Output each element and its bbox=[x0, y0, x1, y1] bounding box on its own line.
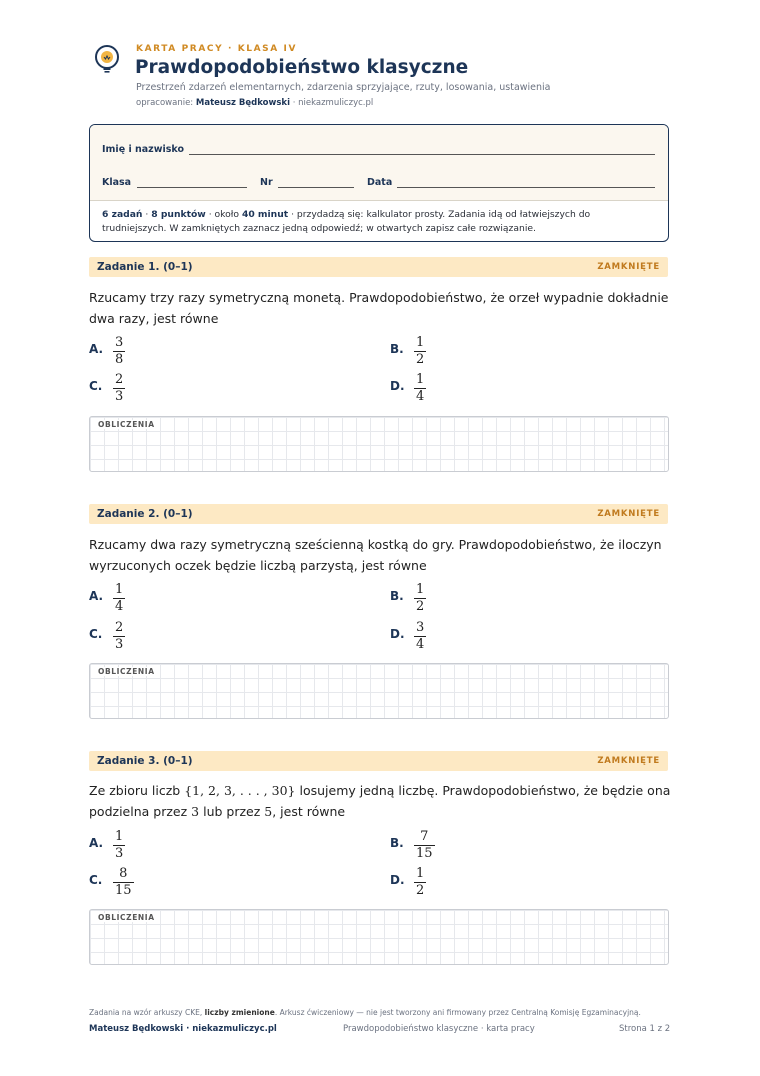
option-letter: B. bbox=[390, 589, 404, 603]
task-3-question bbox=[89, 780, 674, 822]
info-time-prefix: · około bbox=[208, 209, 240, 220]
fraction-denominator: 2 bbox=[416, 352, 425, 367]
number-set: {1, 2, 3, . . . , 30} bbox=[184, 783, 296, 798]
task-1-question: Rzucamy trzy razy symetryczną monetą. Prawdopodobieństwo, że orzeł wypadnie dokładnie dwa razy, jest równe bbox=[89, 290, 669, 326]
footer-note-text: Zadania na wzór arkuszy CKE, bbox=[89, 1008, 203, 1017]
nr-label: Nr bbox=[260, 177, 273, 188]
option-fraction bbox=[113, 582, 125, 615]
fraction-denominator: 2 bbox=[416, 599, 425, 614]
date-label: Data bbox=[367, 177, 393, 188]
task-1-label: Zadanie 1. (0–1) bbox=[97, 261, 193, 273]
author-prefix: opracowanie: bbox=[136, 98, 194, 108]
option-fraction bbox=[414, 829, 435, 862]
fraction-denominator: 4 bbox=[416, 637, 425, 652]
divisor-number: 5 bbox=[264, 804, 273, 819]
fraction-numerator: 1 bbox=[115, 829, 124, 844]
question-text: Ze zbioru liczb bbox=[89, 783, 181, 798]
fraction-numerator: 1 bbox=[416, 335, 425, 350]
task-2-label: Zadanie 2. (0–1) bbox=[97, 508, 193, 520]
footer-note bbox=[89, 1008, 641, 1017]
footer-note-text: . Arkusz ćwiczeniowy — nie jest tworzony ani firmowany przez Centralną Komisję Egzaminacyjną. bbox=[274, 1008, 641, 1017]
option-fraction bbox=[414, 335, 426, 368]
option-letter: A. bbox=[89, 836, 104, 850]
page-number: Strona 1 z 2 bbox=[619, 1024, 671, 1034]
option-letter: B. bbox=[390, 836, 404, 850]
task-3-type: ZAMKNIĘTE bbox=[597, 756, 660, 766]
footer-author: Mateusz Będkowski · niekazmuliczyc.pl bbox=[89, 1024, 277, 1034]
task-1-work-area[interactable] bbox=[89, 416, 669, 472]
task-2-work-area[interactable] bbox=[89, 663, 669, 719]
task-1-header bbox=[89, 257, 668, 277]
info-tasks: 6 zadań bbox=[102, 209, 143, 220]
fraction-denominator: 4 bbox=[115, 599, 124, 614]
page-subtitle: Przestrzeń zdarzeń elementarnych, zdarzenia sprzyjające, rzuty, losowania, ustawienia bbox=[136, 82, 551, 93]
task-3-header bbox=[89, 751, 668, 771]
option-fraction bbox=[113, 372, 125, 405]
student-fields bbox=[90, 125, 668, 201]
worksheet-info: 6 zadań · 8 punktów · około 40 minut · przydadzą się: kalkulator prosty. Zadania idą od łatwiejszych do trudniejszych. W zamkniętych zaznacz jedną odpowiedź; w otwartych zapisz całe rozwiązanie. bbox=[102, 209, 591, 234]
option-fraction bbox=[113, 829, 125, 862]
work-area-label: OBLICZENIA bbox=[98, 667, 155, 676]
task-2-type: ZAMKNIĘTE bbox=[597, 509, 660, 519]
option-fraction bbox=[113, 620, 125, 653]
fraction-denominator: 8 bbox=[115, 352, 124, 367]
fraction-numerator: 1 bbox=[416, 866, 425, 881]
option-fraction bbox=[414, 372, 426, 405]
fraction-numerator: 2 bbox=[115, 372, 124, 387]
footer-note-emphasis: liczby zmienione bbox=[204, 1008, 275, 1017]
work-area-label: OBLICZENIA bbox=[98, 420, 155, 429]
fraction-numerator: 7 bbox=[414, 829, 435, 846]
class-field[interactable] bbox=[137, 187, 247, 188]
fraction-numerator: 3 bbox=[416, 620, 425, 635]
student-info-box bbox=[89, 124, 669, 242]
option-letter: D. bbox=[390, 873, 405, 887]
author-line bbox=[136, 98, 373, 108]
fraction-numerator: 2 bbox=[115, 620, 124, 635]
fraction-numerator: 3 bbox=[115, 335, 124, 350]
worksheet-eyebrow: KARTA PRACY · KLASA IV bbox=[136, 44, 298, 54]
option-letter: C. bbox=[89, 873, 103, 887]
work-area-label: OBLICZENIA bbox=[98, 913, 155, 922]
fraction-denominator: 15 bbox=[416, 846, 433, 861]
option-letter: A. bbox=[89, 589, 104, 603]
fraction-numerator: 1 bbox=[115, 582, 124, 597]
fraction-denominator: 3 bbox=[115, 637, 124, 652]
fraction-denominator: 2 bbox=[416, 883, 425, 898]
name-label: Imię i nazwisko bbox=[102, 144, 184, 155]
fraction-denominator: 4 bbox=[416, 389, 425, 404]
task-3-label: Zadanie 3. (0–1) bbox=[97, 755, 193, 767]
question-text: , jest równe bbox=[272, 804, 346, 819]
task-2-header bbox=[89, 504, 668, 524]
fraction-denominator: 15 bbox=[115, 883, 132, 898]
option-fraction bbox=[414, 866, 426, 899]
divisor-number: 3 bbox=[191, 804, 200, 819]
page-title: Prawdopodobieństwo klasyczne bbox=[135, 57, 469, 78]
fraction-numerator: 1 bbox=[416, 372, 425, 387]
option-letter: C. bbox=[89, 379, 103, 393]
info-rest: · przydadzą się: kalkulator prosty. Zadania idą od łatwiejszych do trudniejszych. W zamkniętych zaznacz jedną odpowiedź; w otwartych zapisz całe rozwiązanie. bbox=[102, 209, 591, 234]
option-letter: C. bbox=[89, 627, 103, 641]
fraction-denominator: 3 bbox=[115, 846, 124, 861]
author-site: · niekazmuliczyc.pl bbox=[292, 98, 374, 108]
task-1-type: ZAMKNIĘTE bbox=[597, 262, 660, 272]
task-3-work-area[interactable] bbox=[89, 909, 669, 965]
option-letter: D. bbox=[390, 379, 405, 393]
author-name: Mateusz Będkowski bbox=[195, 98, 291, 108]
question-text: lub przez bbox=[203, 804, 261, 819]
fraction-numerator: 1 bbox=[416, 582, 425, 597]
option-letter: D. bbox=[390, 627, 405, 641]
question-text: losujemy jedną liczbę. Prawdopodobieństwo, że będzie ona podzielna przez bbox=[89, 783, 671, 819]
option-fraction bbox=[113, 866, 134, 899]
info-time: 40 minut bbox=[241, 209, 289, 220]
fraction-numerator: 8 bbox=[113, 866, 134, 883]
option-fraction bbox=[113, 335, 125, 368]
option-fraction bbox=[414, 620, 426, 653]
lightbulb-icon bbox=[92, 44, 122, 74]
nr-field[interactable] bbox=[278, 187, 354, 188]
option-fraction bbox=[414, 582, 426, 615]
option-letter: B. bbox=[390, 342, 404, 356]
name-field[interactable] bbox=[189, 154, 655, 155]
info-points: 8 punktów bbox=[151, 209, 206, 220]
task-2-question: Rzucamy dwa razy symetryczną sześcienną kostką do gry. Prawdopodobieństwo, że iloczyn wyrzuconych oczek będzie liczbą parzystą, jest równe bbox=[89, 537, 662, 573]
date-field[interactable] bbox=[397, 187, 655, 188]
class-label: Klasa bbox=[102, 177, 132, 188]
fraction-denominator: 3 bbox=[115, 389, 124, 404]
option-letter: A. bbox=[89, 342, 104, 356]
footer-title: Prawdopodobieństwo klasyczne · karta pracy bbox=[343, 1024, 535, 1034]
